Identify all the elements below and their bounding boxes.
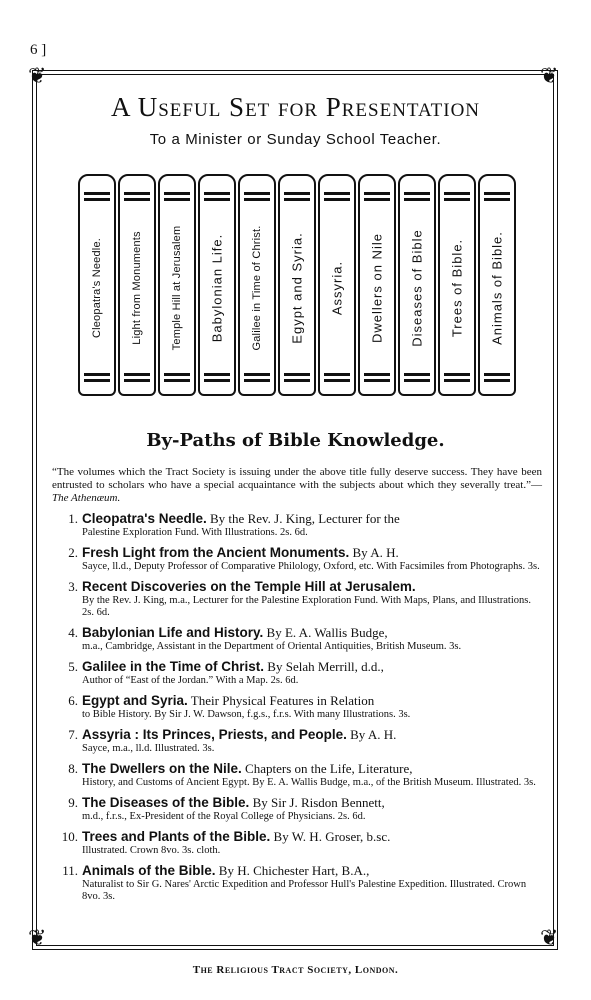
book-title: Galilee in the Time of Christ. xyxy=(82,659,265,674)
book-heading xyxy=(52,693,544,709)
spine-band xyxy=(484,192,510,195)
book-title: Assyria : Its Princes, Priests, and People. xyxy=(82,727,347,742)
book-detail: By the Rev. J. King, m.a., Lecturer for the Palestine Exploration Fund. With Maps, Plans, and Illustrations. 2s. 6d. xyxy=(82,595,531,618)
book-number: 11. xyxy=(62,863,78,878)
book-detail: Sayce, m.a., ll.d. Illustrated. 3s. xyxy=(82,743,215,754)
book-heading xyxy=(52,761,544,777)
book-title: Cleopatra's Needle. xyxy=(82,511,207,526)
spine-band xyxy=(404,192,430,195)
spine-label: Trees of Bible. xyxy=(449,238,465,338)
spine-band xyxy=(444,373,470,376)
spine-band xyxy=(484,198,510,201)
book-author: By Sir J. Risdon Bennett, xyxy=(252,795,385,810)
spine-label: Dwellers on Nile xyxy=(369,233,385,343)
spine-band xyxy=(164,198,190,201)
book-number: 1. xyxy=(68,511,78,526)
book-list-item xyxy=(52,545,544,573)
book-author: By the Rev. J. King, Lecturer for the xyxy=(210,511,400,526)
spine-label: Light from Monuments xyxy=(131,231,143,345)
spine-band xyxy=(244,373,270,376)
book-heading xyxy=(52,829,544,845)
spine-label: Animals of Bible. xyxy=(489,231,505,345)
spine-band xyxy=(404,373,430,376)
book-number: 8. xyxy=(68,761,78,776)
book-number: 2. xyxy=(68,545,78,560)
book-author: Chapters on the Life, Literature, xyxy=(245,761,413,776)
spine-band xyxy=(324,379,350,382)
book-list-item xyxy=(52,625,544,653)
spine-band xyxy=(404,379,430,382)
spine-band xyxy=(324,198,350,201)
spine-band xyxy=(284,379,310,382)
spine-band xyxy=(124,198,150,201)
spine-band xyxy=(84,192,110,195)
spine-band xyxy=(484,379,510,382)
spine-band xyxy=(204,192,230,195)
book-heading xyxy=(52,511,544,527)
book-spine xyxy=(358,174,396,396)
book-spine xyxy=(158,174,196,396)
book-heading xyxy=(52,625,544,641)
book-detail: Palestine Exploration Fund. With Illustrations. 2s. 6d. xyxy=(82,527,308,538)
book-spine xyxy=(398,174,436,396)
spine-band xyxy=(164,192,190,195)
book-detail: to Bible History. By Sir J. W. Dawson, f.g.s., f.r.s. With many Illustrations. 3s. xyxy=(82,709,411,720)
book-detail: Sayce, ll.d., Deputy Professor of Comparative Philology, Oxford, etc. With Facsimiles from Photographs. 3s. xyxy=(82,561,540,572)
spine-band xyxy=(244,198,270,201)
spine-band xyxy=(204,379,230,382)
spine-band xyxy=(284,373,310,376)
spine-band xyxy=(364,373,390,376)
book-author: By E. A. Wallis Budge, xyxy=(266,625,388,640)
review-quote xyxy=(52,466,542,505)
spine-band xyxy=(204,373,230,376)
spine-band xyxy=(164,379,190,382)
book-title: Trees and Plants of the Bible. xyxy=(82,829,271,844)
spine-band xyxy=(84,373,110,376)
book-author: By A. H. xyxy=(352,545,399,560)
book-detail: m.a., Cambridge, Assistant in the Department of Oriental Antiquities, British Museum. 3s. xyxy=(82,641,462,652)
book-spine xyxy=(278,174,316,396)
quote-text: “The volumes which the Tract Society is issuing under the above title fully deserve success. They have been entrusted to scholars who have a special acquaintance with the subjects about which they severally treat.”— xyxy=(52,466,542,491)
book-title: Fresh Light from the Ancient Monuments. xyxy=(82,545,350,560)
book-author: By Selah Merrill, d.d., xyxy=(267,659,384,674)
spine-label: Egypt and Syria. xyxy=(289,232,305,344)
book-number: 10. xyxy=(61,829,78,844)
spine-band xyxy=(204,198,230,201)
book-list-item xyxy=(52,727,544,755)
book-author: By A. H. xyxy=(350,727,397,742)
book-author: Their Physical Features in Relation xyxy=(190,693,375,708)
corner-ornament-icon: ❦ xyxy=(28,64,47,89)
book-list-item xyxy=(52,511,544,539)
spine-band xyxy=(364,192,390,195)
spine-band xyxy=(124,373,150,376)
spine-band xyxy=(324,192,350,195)
book-heading xyxy=(52,795,544,811)
spine-band xyxy=(124,379,150,382)
series-title: By-Paths of Bible Knowledge. xyxy=(146,430,445,451)
book-heading xyxy=(52,545,544,561)
book-title: Recent Discoveries on the Temple Hill at Jerusalem. xyxy=(82,579,416,594)
spine-band xyxy=(164,373,190,376)
spine-band xyxy=(284,198,310,201)
book-number: 5. xyxy=(68,659,78,674)
book-spine xyxy=(118,174,156,396)
page-subtitle: To a Minister or Sunday School Teacher. xyxy=(149,131,442,148)
book-number: 9. xyxy=(68,795,78,810)
corner-ornament-icon: ❦ xyxy=(540,64,559,89)
spine-band xyxy=(244,379,270,382)
book-detail: Naturalist to Sir G. Nares' Arctic Expedition and Professor Hull's Palestine Expedition. Illustrated. Crown 8vo. 3s. xyxy=(82,879,527,902)
spine-band xyxy=(124,192,150,195)
spine-band xyxy=(404,198,430,201)
publisher-footer: The Religious Tract Society, London. xyxy=(192,964,399,976)
book-spines-illustration xyxy=(78,160,520,410)
spine-label: Galilee in Time of Christ. xyxy=(251,225,263,351)
book-list-item xyxy=(52,579,544,619)
spine-band xyxy=(84,379,110,382)
spine-band xyxy=(444,198,470,201)
book-heading xyxy=(52,727,544,743)
corner-ornament-icon: ❦ xyxy=(28,926,47,951)
book-spine xyxy=(478,174,516,396)
book-author: By H. Chichester Hart, B.A., xyxy=(218,863,370,878)
book-heading xyxy=(52,863,544,879)
spine-band xyxy=(84,198,110,201)
book-spine xyxy=(198,174,236,396)
book-number: 4. xyxy=(68,625,78,640)
book-list-item xyxy=(52,795,544,823)
book-list-item xyxy=(52,693,544,721)
spine-band xyxy=(284,192,310,195)
spine-band xyxy=(244,192,270,195)
spine-label: Babylonian Life. xyxy=(209,233,225,343)
book-list-item xyxy=(52,829,544,857)
book-title: The Diseases of the Bible. xyxy=(82,795,250,810)
book-number: 6. xyxy=(68,693,78,708)
spine-band xyxy=(444,379,470,382)
spine-band xyxy=(484,373,510,376)
book-title: Babylonian Life and History. xyxy=(82,625,264,640)
book-title: Animals of the Bible. xyxy=(82,863,216,878)
spine-label: Diseases of Bible xyxy=(409,229,425,347)
spine-band xyxy=(364,379,390,382)
spine-band xyxy=(324,373,350,376)
book-author: By W. H. Groser, b.sc. xyxy=(273,829,391,844)
book-detail: History, and Customs of Ancient Egypt. By E. A. Wallis Budge, m.a., of the British Museum. Illustrated. 3s. xyxy=(82,777,536,788)
book-list xyxy=(52,511,544,909)
book-number: 3. xyxy=(68,579,78,594)
book-detail: Author of “East of the Jordan.” With a Map. 2s. 6d. xyxy=(82,675,299,686)
book-heading xyxy=(52,579,544,595)
book-list-item xyxy=(52,863,544,903)
book-number: 7. xyxy=(68,727,78,742)
spine-label: Temple Hill at Jerusalem xyxy=(171,225,183,351)
spine-band xyxy=(364,198,390,201)
book-title: Egypt and Syria. xyxy=(82,693,188,708)
spine-label: Assyria. xyxy=(329,260,345,316)
page-title: A Useful Set for Presentation xyxy=(110,92,481,122)
book-spine xyxy=(238,174,276,396)
book-spine xyxy=(318,174,356,396)
book-title: The Dwellers on the Nile. xyxy=(82,761,242,776)
book-list-item xyxy=(52,761,544,789)
spine-band xyxy=(444,192,470,195)
book-detail: Illustrated. Crown 8vo. 3s. cloth. xyxy=(82,845,221,856)
quote-source: The Athenæum. xyxy=(52,492,121,504)
book-detail: m.d., f.r.s., Ex-President of the Royal College of Physicians. 2s. 6d. xyxy=(82,811,366,822)
book-spine xyxy=(78,174,116,396)
corner-ornament-icon: ❦ xyxy=(540,926,559,951)
spine-label: Cleopatra's Needle. xyxy=(91,237,103,339)
page-number: 6 ] xyxy=(30,42,47,58)
book-heading xyxy=(52,659,544,675)
book-list-item xyxy=(52,659,544,687)
book-spine xyxy=(438,174,476,396)
